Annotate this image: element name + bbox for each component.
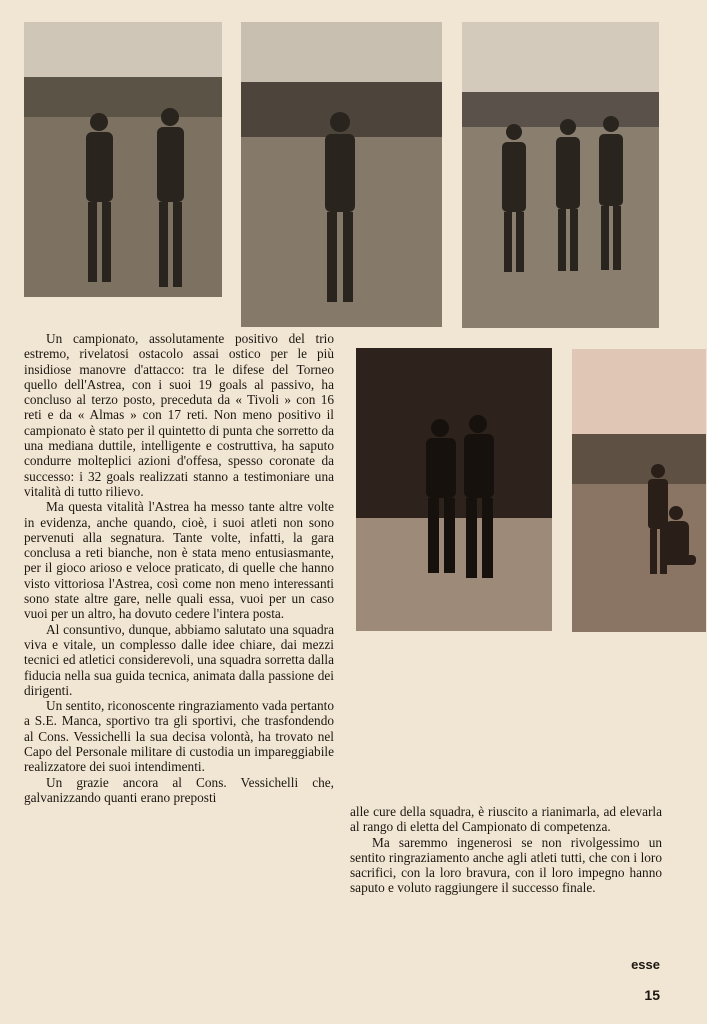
article-left-column xyxy=(24,331,334,805)
article-paragraph-6: alle cure della squadra, è riuscito a rianimarla, ad elevarla al rango di eletta del Campionato di competenza. xyxy=(350,804,662,835)
team-photo-2 xyxy=(241,22,442,327)
team-photo-5 xyxy=(572,349,706,632)
article-right-column xyxy=(350,804,662,896)
team-photo-3 xyxy=(462,22,659,328)
article-paragraph-2: Ma questa vitalità l'Astrea ha messo tante altre volte in evidenza, anche quando, cioè, i suoi atleti non sono pervenuti alla segnatura. Tante volte, infatti, la gara conclusa a reti bianche, non è stata meno entusiasmante, per il gioco arioso e veloce praticato, di quelle che hanno visto vittoriosa l'Astrea, così come non meno interessanti sono state altre gare, nelle quali essa, vuoi per un caso vuoi per un altro, ha dovuto cedere l'intera posta. xyxy=(24,499,334,622)
article-paragraph-1: Un campionato, assolutamente positivo del trio estremo, rivelatosi ostacolo assai ostico per le più insidiose manovre d'attacco: tra le difese del Torneo quello dell'Astrea, con i suoi 19 goals al passivo, ha concluso al terzo posto, preceduta da « Tivoli » con 16 reti e da « Almas » con 17 reti. Non meno positivo il campionato è stato per il quintetto di punta che sorretto da una mediana duttile, intelligente e costruttiva, ha saputo condurre molteplici azioni d'offesa, spesso coronate da successo: i 32 goals realizzati stanno a testimoniare una vitalità di tutto rilievo. xyxy=(24,331,334,499)
article-paragraph-4: Un sentito, riconoscente ringraziamento vada pertanto a S.E. Manca, sportivo tra gli sportivi, che trasfondendo al Cons. Vessichelli la sua decisa volontà, ha trovato nel Capo del Personale militare di custodia un impareggiabile realizzatore dei suoi intendimenti. xyxy=(24,698,334,775)
article-paragraph-3: Al consuntivo, dunque, abbiamo salutato una squadra viva e vitale, un complesso dalle idee chiare, dai mezzi tecnici ed atletici considerevoli, una squadra sorretta dalla fiducia nella sua guida tecnica, animata dalla passione dei dirigenti. xyxy=(24,621,334,698)
author-signature: esse xyxy=(631,957,660,972)
team-photo-1 xyxy=(24,22,222,297)
article-paragraph-7: Ma saremmo ingenerosi se non rivolgessimo un sentito ringraziamento anche agli atleti tutti, che con i loro sacrifici, con la loro bravura, con il loro impegno hanno saputo e voluto raggiungere il successo finale. xyxy=(350,834,662,896)
page-number: 15 xyxy=(644,987,660,1003)
team-photo-4 xyxy=(356,348,552,631)
article-paragraph-5: Un grazie ancora al Cons. Vessichelli che, galvanizzando quanti erano preposti xyxy=(24,774,334,805)
